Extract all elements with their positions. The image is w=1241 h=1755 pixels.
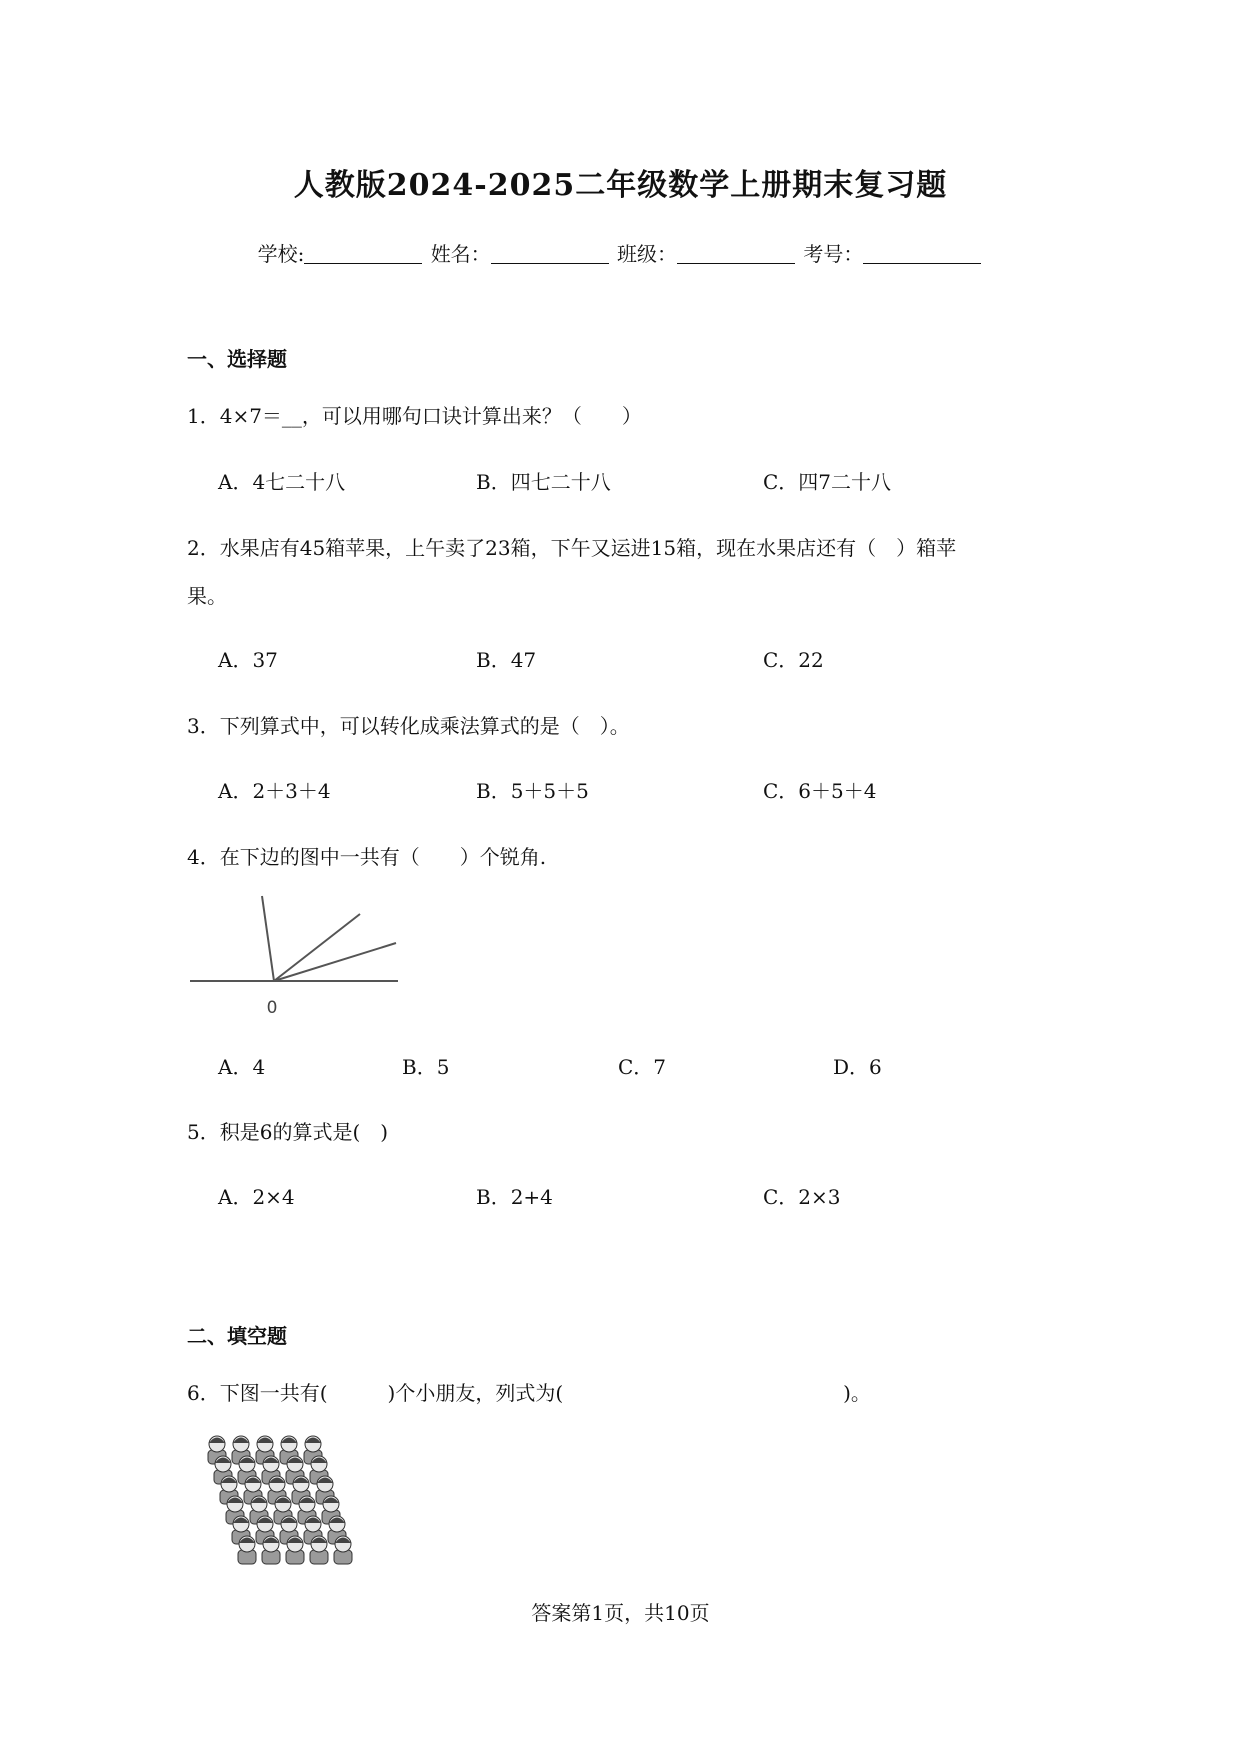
question-5-option-a[interactable]: A．2×4 (218, 1185, 295, 1209)
question-2-text-line1: 2．水果店有45箱苹果，上午卖了23箱，下午又运进15箱，现在水果店还有（ ）箱苹 (187, 536, 957, 560)
question-2-option-a[interactable]: A．37 (218, 648, 278, 672)
steep-ray (262, 896, 274, 981)
section-choice-heading: 一、选择题 (187, 347, 287, 371)
question-1-option-a[interactable]: A．4七二十八 (218, 470, 346, 494)
class-blank[interactable] (677, 243, 795, 264)
question-4-option-a[interactable]: A．4 (218, 1055, 266, 1079)
children-group-picture (205, 1430, 385, 1580)
question-2-option-c[interactable]: C．22 (763, 648, 824, 672)
class-label: 班级： (617, 242, 678, 266)
acute-angle-figure (188, 890, 408, 1020)
question-3-option-b[interactable]: B．5＋5＋5 (476, 779, 589, 803)
student-info-line (0, 238, 1241, 267)
question-5-option-c[interactable]: C．2×3 (763, 1185, 841, 1209)
question-4-text: 4．在下边的图中一共有（ ）个锐角. (187, 845, 547, 869)
school-label: 学校: (257, 242, 305, 266)
child-figure (238, 1536, 256, 1564)
number-label: 考号： (803, 242, 864, 266)
question-2-option-b[interactable]: B．47 (476, 648, 537, 672)
school-blank[interactable] (304, 243, 422, 264)
question-6-text: 6．下图一共有( )个小朋友，列式为( )。 (187, 1381, 871, 1405)
question-3-option-c[interactable]: C．6＋5＋4 (763, 779, 877, 803)
question-2-text-line2: 果。 (187, 584, 227, 608)
question-1-option-b[interactable]: B．四七二十八 (476, 470, 611, 494)
question-4-option-b[interactable]: B．5 (402, 1055, 450, 1079)
question-3-text: 3．下列算式中，可以转化成乘法算式的是（ ）。 (187, 714, 630, 738)
question-4-option-d[interactable]: D．6 (833, 1055, 882, 1079)
question-4-option-c[interactable]: C．7 (618, 1055, 667, 1079)
question-5-option-b[interactable]: B．2+4 (476, 1185, 553, 1209)
page-title: 人教版2024-2025二年级数学上册期末复习题 (293, 168, 948, 203)
question-1-option-c[interactable]: C．四7二十八 (763, 470, 892, 494)
child-figure (262, 1536, 280, 1564)
child-figure (286, 1536, 304, 1564)
question-1-text: 1．4×7＝__，可以用哪句口诀计算出来？（ ） (187, 404, 642, 428)
middle-ray (274, 914, 360, 981)
shallow-ray (274, 943, 396, 981)
page-footer: 答案第1页，共10页 (531, 1601, 710, 1625)
section-fill-heading: 二、填空题 (187, 1324, 287, 1348)
question-5-text: 5．积是6的算式是( ) (187, 1120, 389, 1144)
child-figure (310, 1536, 328, 1564)
number-blank[interactable] (863, 243, 981, 264)
child-figure (334, 1536, 352, 1564)
name-blank[interactable] (491, 243, 609, 264)
question-3-option-a[interactable]: A．2＋3＋4 (218, 779, 331, 803)
vertex-label: 0 (266, 998, 278, 1018)
name-label: 姓名： (430, 242, 491, 266)
